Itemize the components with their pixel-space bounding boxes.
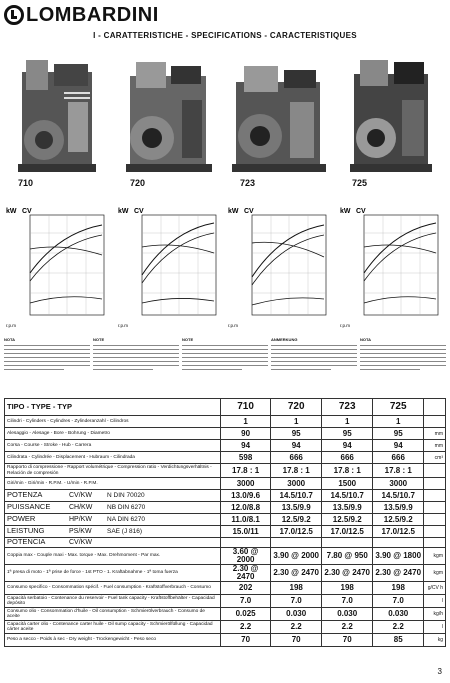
table-row: Rapporto di compressione - Rapport volumétrique - Compression ratio - Verdichtungsverhältnis - Relación de compresión 17.8 : 1 17.8 : 1 17.8 : 1 17.8 : 1 — [5, 464, 446, 478]
page-number: 3 — [437, 667, 442, 676]
axis-cv: CV — [22, 208, 32, 215]
table-row: Consumo olio - Consommation d'huile - Oil consumption - Schmierölverbrauch - Consumo de aceite 0.025 0.030 0.030 0.030 kg/h — [5, 608, 446, 621]
svg-text:r.p.m: r.p.m — [228, 323, 239, 328]
table-row: Capacità carter olio - Contenance carter huile - Oil sump capacity - Schmierölfüllung - Capacidad cárter aceite 2.2 2.2 2.2 2.2 l — [5, 621, 446, 634]
performance-graph-720 — [116, 203, 224, 335]
svg-text:CV: CV — [134, 208, 144, 215]
power-row: POWER HP/KW NA DIN 6270 11.0/8.1 12.5/9.2 12.5/9.2 12.5/9.2 — [5, 514, 446, 526]
table-row: Alesaggio - Alesage - Bore - Bohrung - Diametro 90 95 95 95 mm — [5, 428, 446, 440]
engine-photos — [4, 52, 446, 190]
model-label-725: 725 — [352, 178, 368, 188]
lombardini-mark-icon — [4, 5, 24, 25]
power-row: POTENCIA CV/KW — [5, 538, 446, 548]
svg-text:r.p.m: r.p.m — [118, 323, 129, 328]
power-row: PUISSANCE CH/KW NB DIN 6270 12.0/8.8 13.5/9.9 13.5/9.9 13.5/9.9 — [5, 502, 446, 514]
performance-graph-710 — [4, 203, 112, 335]
performance-graph-725 — [338, 203, 446, 335]
table-row: Cilindri - Cylinders - Cylindres - Zylinderanzahl - Cilindros 1 1 1 1 — [5, 416, 446, 428]
model-label-723: 723 — [240, 178, 256, 188]
table-row: Consumo specifico - Consommation spécif. - Fuel consumption - Kraftstoffverbrauch - Consumo 202 198 198 198 g/CV h — [5, 582, 446, 595]
table-row: Coppia max - Couple maxi - Max. torque - Max. Drehmoment - Par max. 3.60 @ 2000 3.90 @ 2000 7.80 @ 950 3.90 @ 1800 kgm — [5, 548, 446, 565]
table-row: Cilindrata - Cylindrée - Displacement - Hubraum - Cilindrada 598 666 666 666 cm³ — [5, 452, 446, 464]
engine-photo-710 — [4, 52, 110, 190]
note-es: NOTA — [360, 337, 446, 393]
table-row: Giri/min - Giri/min - R.P.M. - U/min - R.P.M. 3000 3000 1500 3000 — [5, 478, 446, 490]
power-row: POTENZA CV/KW N DIN 70020 13.0/9.6 14.5/10.7 14.5/10.7 14.5/10.7 — [5, 490, 446, 502]
model-label-720: 720 — [130, 178, 146, 188]
note-it: NOTA — [4, 337, 90, 393]
note-fr: NOTE — [93, 337, 179, 393]
specifications-table — [4, 398, 446, 647]
table-row: Corsa - Course - Stroke - Hub - Carrera 94 94 94 94 mm — [5, 440, 446, 452]
axis-rpm: r.p.m — [6, 323, 17, 328]
page-subtitle: I - CARATTERISTICHE - SPECIFICATIONS - CARACTERISTIQUES — [93, 31, 357, 40]
engine-photo-723 — [226, 52, 332, 190]
svg-text:CV: CV — [356, 208, 366, 215]
svg-text:kW: kW — [118, 208, 129, 215]
axis-kw: kW — [6, 208, 17, 215]
svg-text:kW: kW — [228, 208, 239, 215]
engine-photo-720 — [116, 52, 222, 190]
table-row: Capacità serbatoio - Contenance du reservoir - Fuel tank capacity - Kraftstoffbehälter - Capacidad depósito 7.0 7.0 7.0 7.0 l — [5, 595, 446, 608]
brand-name: LOMBARDINI — [26, 3, 159, 26]
svg-text:r.p.m: r.p.m — [340, 323, 351, 328]
svg-text:CV: CV — [244, 208, 254, 215]
note-en: NOTE — [182, 337, 268, 393]
table-header-row: TIPO - TYPE - TYP 710 720 723 725 — [5, 399, 446, 416]
engine-photo-725 — [338, 52, 444, 190]
performance-graphs — [4, 203, 446, 335]
performance-graph-723 — [226, 203, 334, 335]
brand-logo — [4, 3, 159, 27]
table-row: 1ª presa di moto - 1ª prise de force - 1st PTO - 1. Kraftabnahme - 1ª toma fuerza 2.30 @ 2470 2.30 @ 2470 2.30 @ 2470 2.30 @ 2470 kgm — [5, 565, 446, 582]
notes-block — [4, 337, 446, 393]
table-row: Peso a secco - Poids à sec - Dry weight - Trockengewicht - Peso seco 70 70 70 85 kg — [5, 634, 446, 647]
power-row: LEISTUNG PS/KW SAE (J 816) 15.0/11 17.0/12.5 17.0/12.5 17.0/12.5 — [5, 526, 446, 538]
note-de: ANMERKUNG — [271, 337, 357, 393]
svg-text:kW: kW — [340, 208, 351, 215]
model-label-710: 710 — [18, 178, 34, 188]
